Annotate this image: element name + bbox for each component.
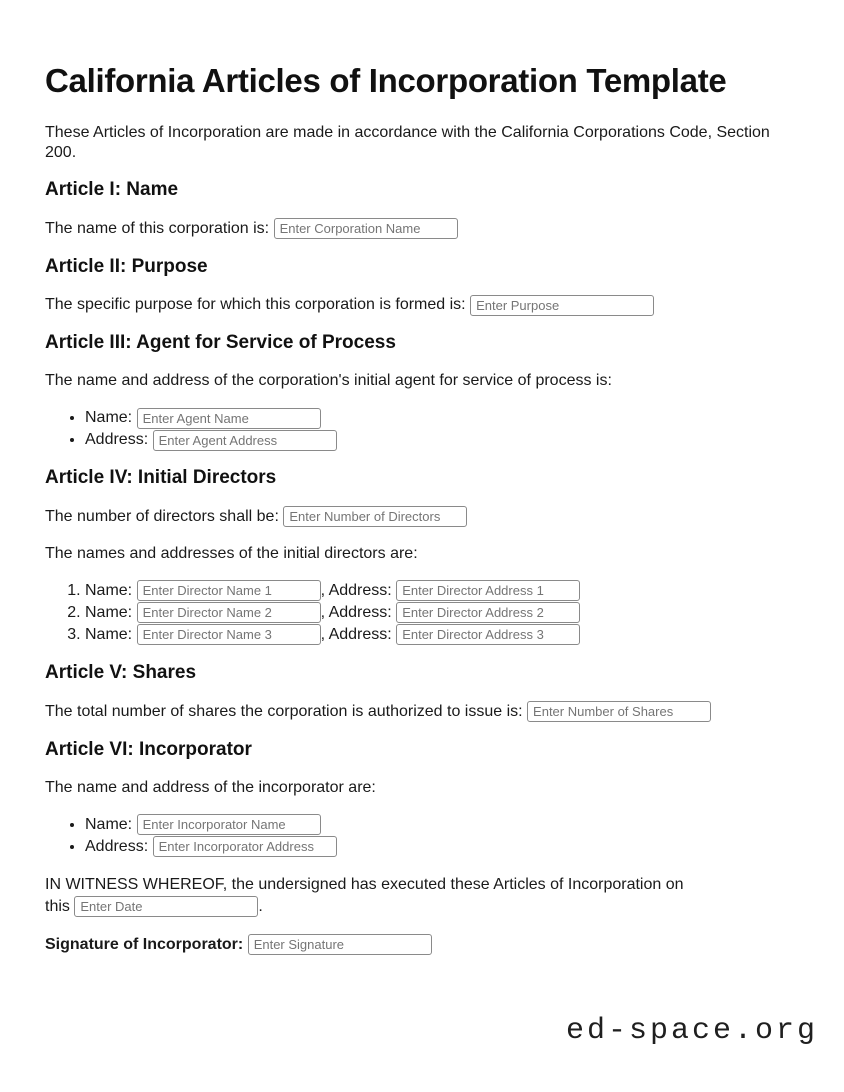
agent-name-label: Name: xyxy=(85,409,133,427)
director-2-row xyxy=(85,602,799,624)
incorporator-address-label: Address: xyxy=(85,837,149,855)
signature-row xyxy=(45,934,799,956)
corporation-name-label: The name of this corporation is: xyxy=(45,219,270,237)
agent-address-input[interactable] xyxy=(153,430,337,451)
incorporator-name-item xyxy=(85,814,799,836)
agent-name-item xyxy=(85,407,799,429)
signature-label: Signature of Incorporator: xyxy=(45,935,244,953)
director-3-address-input[interactable] xyxy=(396,624,580,645)
director-1-address-label: , Address: xyxy=(320,582,392,600)
witness-line1: IN WITNESS WHEREOF, the undersigned has executed these Articles of Incorporation on xyxy=(45,875,684,893)
director-2-name-input[interactable] xyxy=(137,602,321,623)
director-3-row xyxy=(85,624,799,646)
directors-lead-paragraph: The names and addresses of the initial directors are: xyxy=(45,545,418,563)
signature-input[interactable] xyxy=(248,934,432,955)
agent-details-list xyxy=(45,407,799,451)
director-2-address-input[interactable] xyxy=(396,602,580,623)
director-1-row xyxy=(85,580,799,602)
director-2-name-label: Name: xyxy=(85,604,133,622)
agent-address-item xyxy=(85,429,799,451)
article-1-heading: Article I: Name xyxy=(45,178,179,200)
director-count-label: The number of directors shall be: xyxy=(45,508,279,526)
director-3-name-label: Name: xyxy=(85,626,133,644)
corporation-name-input[interactable] xyxy=(274,218,458,239)
article-5-heading: Article V: Shares xyxy=(45,662,197,684)
incorporator-lead-paragraph: The name and address of the incorporator are: xyxy=(45,778,376,796)
corporation-name-row xyxy=(45,218,799,240)
agent-address-label: Address: xyxy=(85,431,149,449)
incorporator-name-input[interactable] xyxy=(137,814,321,835)
article-3-heading: Article III: Agent for Service of Process xyxy=(45,332,396,354)
agent-name-input[interactable] xyxy=(137,408,321,429)
director-1-name-input[interactable] xyxy=(137,580,321,601)
intro-paragraph: These Articles of Incorporation are made in accordance with the California Corporations Code, Section 200. xyxy=(45,123,770,161)
witness-suffix: . xyxy=(258,897,263,915)
director-1-name-label: Name: xyxy=(85,582,133,600)
shares-label: The total number of shares the corporation is authorized to issue is: xyxy=(45,702,523,720)
purpose-row xyxy=(45,294,799,316)
incorporator-address-item xyxy=(85,836,799,858)
shares-input[interactable] xyxy=(527,701,711,722)
incorporator-address-input[interactable] xyxy=(153,836,337,857)
purpose-input[interactable] xyxy=(470,295,654,316)
director-3-address-label: , Address: xyxy=(320,626,392,644)
purpose-label: The specific purpose for which this corporation is formed is: xyxy=(45,296,466,314)
director-count-row xyxy=(45,506,799,528)
page-title: California Articles of Incorporation Template xyxy=(45,62,727,99)
article-4-heading: Article IV: Initial Directors xyxy=(45,467,277,489)
article-6-heading: Article VI: Incorporator xyxy=(45,738,252,760)
witness-line2-prefix: this xyxy=(45,897,70,915)
directors-list xyxy=(45,580,799,646)
footer-brand: ed-space.org xyxy=(565,1013,818,1048)
execution-date-input[interactable] xyxy=(74,896,258,917)
witness-clause xyxy=(45,874,799,918)
shares-row xyxy=(45,701,799,723)
incorporator-details-list xyxy=(45,814,799,858)
agent-lead-paragraph: The name and address of the corporation's initial agent for service of process is: xyxy=(45,372,612,390)
incorporator-name-label: Name: xyxy=(85,815,133,833)
director-3-name-input[interactable] xyxy=(137,624,321,645)
director-2-address-label: , Address: xyxy=(320,604,392,622)
director-count-input[interactable] xyxy=(283,506,467,527)
article-2-heading: Article II: Purpose xyxy=(45,255,208,277)
director-1-address-input[interactable] xyxy=(396,580,580,601)
